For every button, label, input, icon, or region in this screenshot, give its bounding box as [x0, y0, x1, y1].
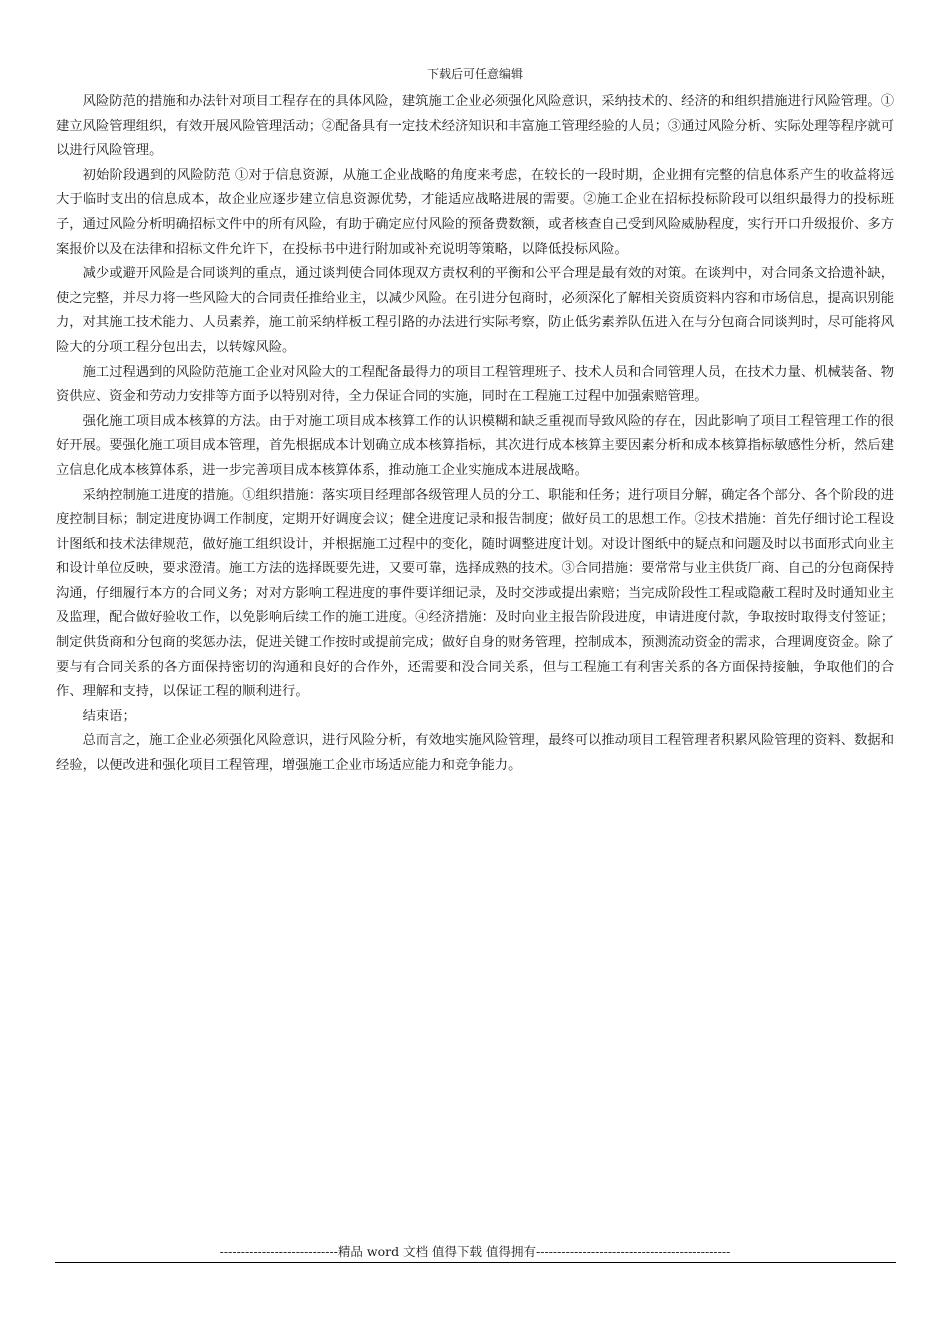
paragraph-schedule-control: 采纳控制施工进度的措施。①组织措施：落实项目经理部各级管理人员的分工、职能和任务；进行项目分解，确定各个部分、各个阶段的进度控制目标；制定进度协调工作制度，定期开好调度会议；健全进度记录和报告制度；做好员工的思想工作。②技术措施：首先仔细讨论工程设计图纸和技术法律规范，做好施工组织设计，并根据施工过程中的变化，随时调整进度计划。对设计图纸中的疑点和问题及时以书面形式向业主和设计单位反映，要求澄清。施工方法的选择既要先进，又要可靠，选择成熟的技术。③合同措施：要常常与业主供货厂商、自己的分包商保持沟通，仔细履行本方的合同义务；对对方影响工程进度的事件要详细记录，及时交涉或提出索赔；当完成阶段性工程或隐蔽工程时及时通知业主及监理，配合做好验收工作，以免影响后续工作的施工进度。④经济措施：及时向业主报告阶段进度，申请进度付款，争取按时取得支付签证；制定供货商和分包商的奖惩办法，促进关键工作按时或提前完成；做好自身的财务管理，控制成本，预测流动资金的需求，合理调度资金。除了要与有合同关系的各方面保持密切的沟通和良好的合作外，还需要和没合同关系，但与工程施工有利害关系的各方面保持接触，争取他们的合作、理解和支持，以保证工程的顺利进行。	[56, 487, 894, 700]
footer-divider	[55, 1262, 896, 1263]
page-header: 下载后可任意编辑	[426, 67, 523, 81]
paragraph-construction-process: 施工过程遇到的风险防范施工企业对风险大的工程配备最得力的项目工程管理班子、技术人员和合同管理人员，在技术力量、机械装备、物资供应、资金和劳动力安排等方面予以特别对待，全力保证合同的实施，同时在工程施工过程中加强索赔管理。	[56, 364, 894, 405]
paragraph-conclusion-heading: 结束语；	[82, 708, 136, 724]
paragraph-risk-prevention: 风险防范的措施和办法针对项目工程存在的具体风险，建筑施工企业必须强化风险意识，采纳技术的、经济的和组织措施进行风险管理。①建立风险管理组织，有效开展风险管理活动；②配备具有一定技术经济知识和丰富施工管理经验的人员；③通过风险分析、实际处理等程序就可以进行风险管理。	[56, 94, 894, 159]
paragraph-contract-negotiation: 减少或避开风险是合同谈判的重点，通过谈判使合同体现双方责权利的平衡和公平合理是最有效的对策。在谈判中，对合同条文拾遗补缺，使之完整，并尽力将一些风险大的合同责任推给业主，以减少风险。在引进分包商时，必须深化了解相关资质资料内容和市场信息，提高识别能力，对其施工技术能力、人员素养，施工前采纳样板工程引路的办法进行实际考察，防止低劣素养队伍进入在与分包商合同谈判时，尽可能将风险大的分项工程分包出去，以转嫁风险。	[56, 266, 894, 355]
paragraph-cost-accounting: 强化施工项目成本核算的方法。由于对施工项目成本核算工作的认识模糊和缺乏重视而导致风险的存在，因此影响了项目工程管理工作的很好开展。要强化施工项目成本管理，首先根据成本计划确立成本核算指标，其次进行成本核算主要因素分析和成本核算指标敏感性分析，然后建立信息化成本核算体系，进一步完善项目成本核算体系，推动施工企业实施成本进展战略。	[56, 413, 894, 478]
paragraph-conclusion: 总而言之，施工企业必须强化风险意识，进行风险分析，有效地实施风险管理，最终可以推动项目工程管理者积累风险管理的资料、数据和经验，以便改进和强化项目工程管理，增强施工企业市场适应能力和竞争能力。	[56, 733, 894, 774]
paragraph-initial-stage: 初始阶段遇到的风险防范 ①对于信息资源，从施工企业战略的角度来考虑，在较长的一段时期，企业拥有完整的信息体系产生的收益将远大于临时支出的信息成本，故企业应逐步建立信息资源优势，才能适应战略进展的需要。②施工企业在招标投标阶段可以组织最得力的投标班子，通过风险分析明确招标文件中的所有风险，有助于确定应付风险的预备费数额，或者核查自己受到风险威胁程度，实行开口升级报价、多方案报价以及在法律和招标文件允许下，在投标书中进行附加或补充说明等策略，以降低投标风险。	[56, 167, 894, 257]
page-footer: ----------------------------精品 word 文档 值得下载 值得拥有----------------------------------------------	[219, 1244, 731, 1259]
document-body	[56, 90, 894, 779]
